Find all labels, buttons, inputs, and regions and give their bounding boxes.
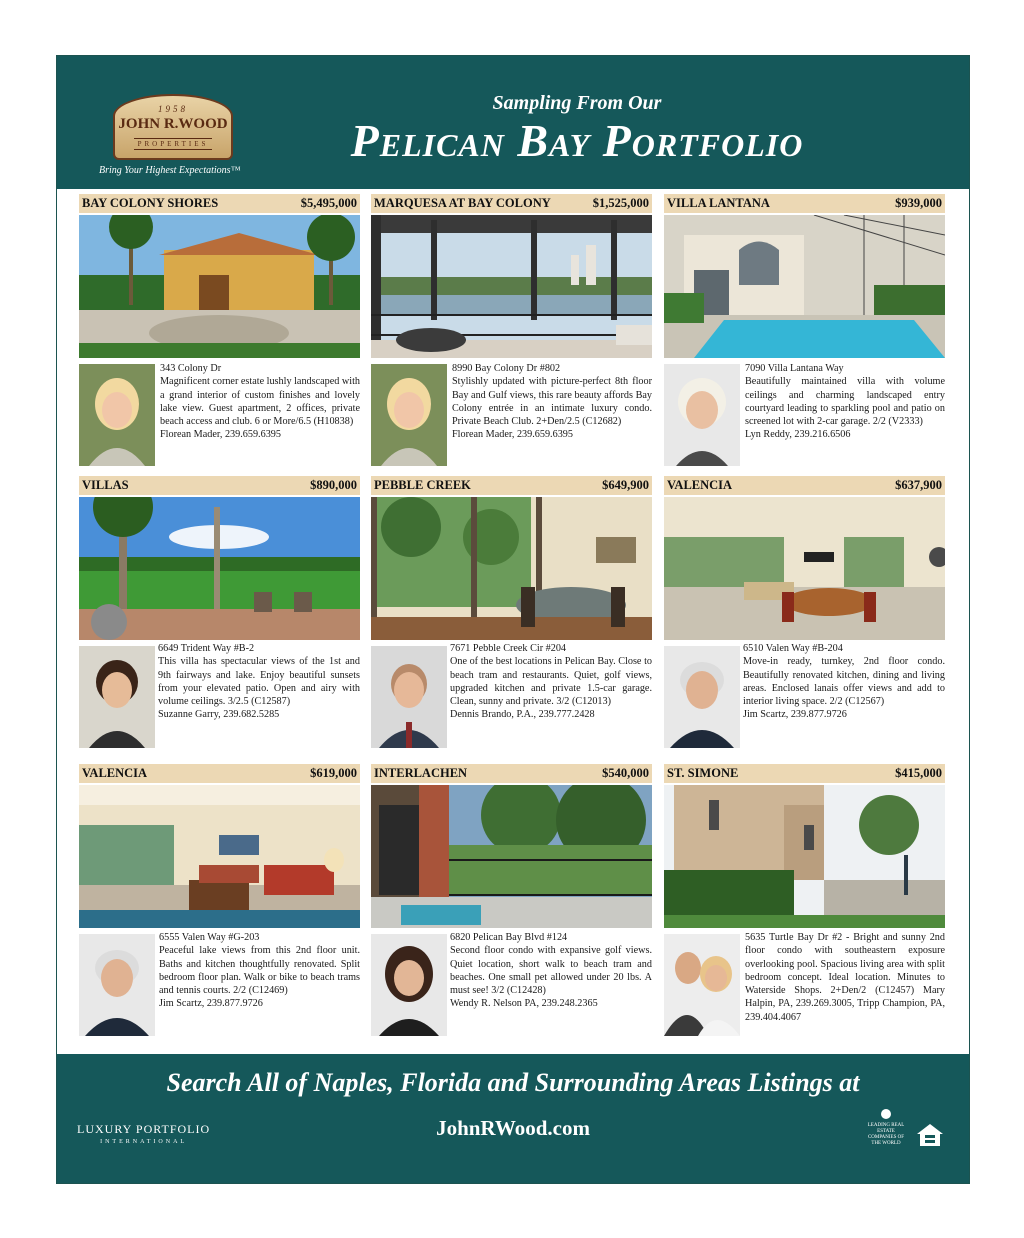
property-photo[interactable] (79, 785, 360, 928)
listing-price: $939,000 (895, 196, 942, 210)
listing-header (79, 194, 360, 213)
listing-description: 6510 Valen Way #B-204 Move-in ready, turnkey, 2nd floor condo. Beautifully renovated kitchen, dining and living areas. Enclosed lanais offer views and add to interior living space. 2/2 (C12567) Jim Scartz, 239.877.9726 (743, 643, 945, 721)
property-photo[interactable] (664, 215, 945, 358)
leading-companies-logo (863, 1108, 909, 1147)
listing-price: $1,525,000 (592, 196, 649, 210)
property-photo[interactable] (371, 215, 652, 358)
listing-price: $415,000 (895, 766, 942, 780)
listing-name: VILLAS (82, 478, 129, 492)
agent-photo (664, 934, 740, 1036)
listing-name: BAY COLONY SHORES (82, 196, 219, 210)
property-photo[interactable] (79, 215, 360, 358)
agent-photo (664, 646, 740, 748)
listing-card[interactable] (79, 194, 360, 469)
agent-photo (371, 646, 447, 748)
listing-header (664, 194, 945, 213)
listing-header (371, 476, 652, 495)
listing-price: $619,000 (310, 766, 357, 780)
listing-name: VALENCIA (82, 766, 148, 780)
listing-card[interactable] (371, 476, 652, 751)
header-banner (57, 56, 969, 189)
property-photo[interactable] (371, 785, 652, 928)
listing-description: 6555 Valen Way #G-203 Peaceful lake views from this 2nd floor unit. Baths and kitchen thoughtfully renovated. Split bedroom floor plan. Walk or bike to beach trams and tennis courts. 2/2 (C12469) Jim Scartz, 239.877.9726 (159, 932, 360, 1010)
listing-card[interactable] (664, 764, 945, 1039)
listing-header (664, 764, 945, 783)
listing-description: 343 Colony Dr Magnificent corner estate lushly landscaped with a grand interior of custom finishes and lovely lake view. Guest apartment, 2 offices, private beach access and club. 6 or More/6.5 (H10838) Florean Mader, 239.659.6395 (160, 363, 361, 441)
listing-price: $5,495,000 (300, 196, 357, 210)
listing-name: VILLA LANTANA (667, 196, 770, 210)
property-photo[interactable] (79, 497, 360, 640)
listing-card[interactable] (371, 764, 652, 1039)
listing-description: 7090 Villa Lantana Way Beautifully maintained villa with volume ceilings and charming landscaped entry courtyard leading to sparkling pool and patio on screened lot with 2-car garage. 2/2 (V2333) Lyn Reddy, 239.216.6506 (745, 363, 945, 441)
listing-description: 5635 Turtle Bay Dr #2 - Bright and sunny 2nd floor condo with southeastern exposure overlooking pool. Spacious living area with split bedroom concept. Ideal location. Minutes to Waterside Shops. 2+Den/2 (C12457) Mary Halpin, PA, 239.269.3005, Tripp Champion, PA, 239.404.4067 (745, 932, 945, 1023)
agent-photo (371, 934, 447, 1036)
listing-price: $637,900 (895, 478, 942, 492)
listing-name: INTERLACHEN (374, 766, 468, 780)
listing-card[interactable] (79, 476, 360, 751)
listing-header (79, 764, 360, 783)
property-photo[interactable] (371, 497, 652, 640)
listing-header (664, 476, 945, 495)
luxury-line2: INTERNATIONAL (100, 1139, 188, 1145)
leading-companies-icon (880, 1108, 892, 1120)
listing-name: ST. SIMONE (667, 766, 739, 780)
listing-price: $540,000 (602, 766, 649, 780)
logo-sub: PROPERTIES (134, 138, 213, 150)
listing-name: MARQUESA AT BAY COLONY (374, 196, 551, 210)
luxury-portfolio-logo (77, 1122, 210, 1145)
page-title: Pelican Bay Portfolio (350, 115, 804, 166)
listing-card[interactable] (371, 194, 652, 469)
property-photo[interactable] (664, 497, 945, 640)
agent-photo (664, 364, 740, 466)
listing-description: 6820 Pelican Bay Blvd #124 Second floor condo with expansive golf views. Quiet location, short walk to beach tram and beaches. One small pet allowed under 20 lbs. A must see! 3/2 (C12428) Wendy R. Nelson PA, 239.248.2365 (450, 932, 652, 1010)
luxury-line1: LUXURY PORTFOLIO (77, 1122, 211, 1136)
logo-tagline: Bring Your Highest Expectations™ (99, 165, 241, 176)
listing-description: 8990 Bay Colony Dr #802 Stylishly updated with picture-perfect 8th floor Bay and Gulf views, this rare beauty affords Bay Colony entrée in an intimate luxury condo. Private Beach Club. 2+Den/2.5 (C12682) Florean Mader, 239.659.6395 (452, 363, 652, 441)
agent-photo (371, 364, 447, 466)
agent-photo (79, 646, 155, 748)
listing-header (371, 194, 652, 213)
header-subtitle: Sampling From Our (492, 92, 662, 114)
listing-description: 7671 Pebble Creek Cir #204 One of the best locations in Pelican Bay. Close to beach tram and restaurants. Quiet, golf views, upgraded kitchen and private 1.5-car garage. Clean, sunny and private. 3/2 (C12013) Dennis Brando, P.A., 239.777.2428 (450, 643, 652, 721)
listing-card[interactable] (79, 764, 360, 1039)
footer-banner (57, 1054, 969, 1183)
listing-price: $649,900 (602, 478, 649, 492)
listing-card[interactable] (664, 476, 945, 751)
john-r-wood-logo (113, 94, 233, 160)
footer-headline: Search All of Naples, Florida and Surrounding Areas Listings at (166, 1068, 860, 1097)
listing-name: PEBBLE CREEK (374, 478, 471, 492)
agent-photo (79, 364, 155, 466)
listing-header (371, 764, 652, 783)
listing-name: VALENCIA (667, 478, 733, 492)
listing-card[interactable] (664, 194, 945, 469)
advertisement (56, 55, 970, 1184)
listing-price: $890,000 (310, 478, 357, 492)
property-photo[interactable] (664, 785, 945, 928)
agent-photo (79, 934, 155, 1036)
listing-description: 6649 Trident Way #B-2 This villa has spectacular views of the 1st and 9th fairways and lake. Enjoy beautiful sunsets from your elevated patio. Open and airy with volume ceilings. 3/2.5 (C12587) Suzanne Garry, 239.682.5285 (158, 643, 360, 721)
equal-housing-icon (915, 1122, 945, 1148)
leading-companies-text: LEADING REAL ESTATE COMPANIES OF THE WORLD (867, 1123, 905, 1146)
logo-year: 1958 (158, 104, 188, 114)
listing-header (79, 476, 360, 495)
logo-name: JOHN R.WOOD (118, 116, 228, 132)
website-link[interactable]: JohnRWood.com (436, 1116, 590, 1140)
